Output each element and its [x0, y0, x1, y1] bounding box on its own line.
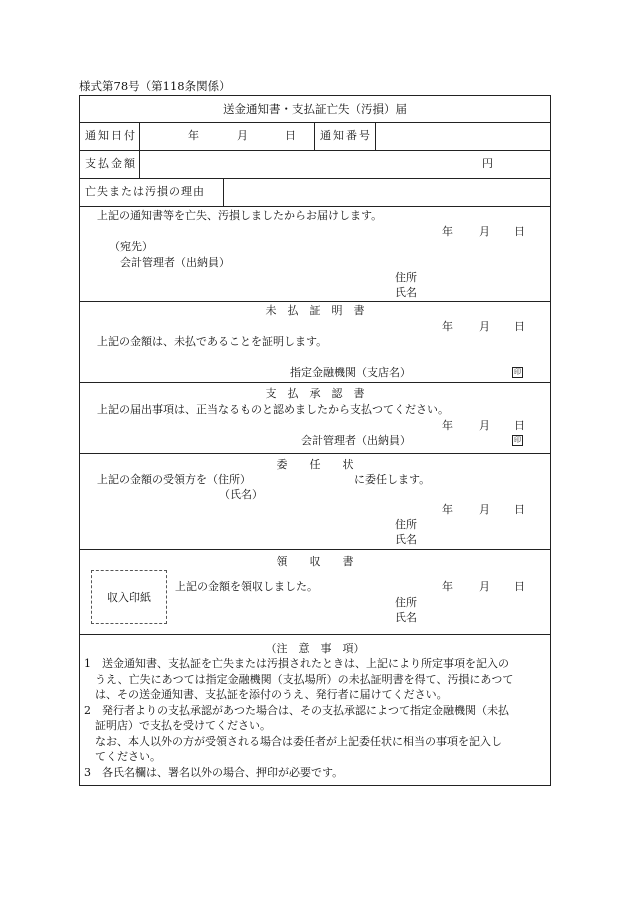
receipt-heading: 領 収 書	[276, 555, 354, 568]
notes-line: なお、本人以外の方が受領される場合は委任者が上記委任状に相当の事項を記入し	[84, 734, 502, 748]
delegation-address-label: 住所	[395, 518, 417, 531]
approval-text: 上記の届出事項は、正当なるものと認めましたから支払つてください。	[97, 403, 449, 416]
row-divider	[79, 150, 551, 151]
receipt-text: 上記の金額を領収しました。	[175, 580, 318, 593]
unpaid-cert-month: 月	[479, 320, 490, 333]
notes-line: うえ、亡失にあつては指定金融機関（支払場所）の未払証明書を得て、汚損にあつて	[84, 672, 514, 686]
approval-heading: 支 払 承 認 書	[265, 387, 365, 400]
unpaid-cert-heading: 未 払 証 明 書	[265, 304, 365, 317]
cell-divider	[223, 178, 224, 206]
report-year: 年	[442, 225, 453, 238]
notice-year-label: 年	[188, 129, 199, 142]
notice-month-label: 月	[237, 129, 248, 142]
notice-number-label: 通知番号	[320, 129, 372, 142]
notes-line: は、その送金通知書、支払証を添付のうえ、発行者に届けてください。	[84, 688, 448, 701]
notice-date-label: 通知日付	[85, 129, 137, 142]
notes-list	[84, 656, 554, 780]
report-address-label: 住所	[395, 271, 417, 284]
amount-label: 支払金額	[85, 157, 137, 170]
report-month: 月	[479, 225, 490, 238]
section-divider	[79, 634, 551, 635]
section-divider	[79, 549, 551, 550]
delegation-name-paren: （氏名）	[219, 488, 263, 501]
receipt-month: 月	[479, 580, 490, 593]
delegation-year: 年	[442, 503, 453, 516]
report-day: 日	[514, 225, 525, 238]
reason-label: 亡失または汚損の理由	[85, 185, 205, 198]
frame-left	[79, 95, 80, 786]
unpaid-cert-bank: 指定金融機関（支店名）	[290, 366, 411, 379]
delegation-day: 日	[514, 503, 525, 516]
report-addressee: （宛先）	[109, 240, 153, 253]
delegation-name-label: 氏名	[395, 533, 417, 546]
notes-line: 1 送金通知書、支払証を亡失または汚損されたときは、上記により所定事項を記入の	[84, 657, 509, 670]
delegation-month: 月	[479, 503, 490, 516]
unpaid-cert-seal: 印	[514, 368, 521, 376]
report-text: 上記の通知書等を亡失、汚損しましたからお届けします。	[97, 209, 383, 222]
frame-bottom	[79, 785, 551, 786]
notes-line: 2 発行者よりの支払承認があつた場合は、その支払承認によつて指定金融機関（未払	[84, 703, 509, 717]
section-divider	[79, 382, 551, 383]
amount-unit: 円	[482, 157, 493, 170]
section-divider	[79, 453, 551, 454]
form-title: 送金通知書・支払証亡失（汚損）届	[223, 102, 407, 116]
notes-line: 証明店）で支払を受けてください。	[84, 719, 271, 732]
approval-accountant: 会計管理者（出納員）	[301, 434, 411, 447]
cell-divider	[139, 150, 140, 178]
delegation-text-tail: に委任します。	[354, 473, 431, 486]
cell-divider	[375, 122, 376, 150]
approval-seal: 印	[514, 436, 521, 444]
row-divider	[79, 206, 551, 207]
unpaid-cert-year: 年	[442, 320, 453, 333]
notice-day-label: 日	[285, 129, 296, 142]
receipt-address-label: 住所	[395, 596, 417, 609]
delegation-heading: 委 任 状	[276, 458, 354, 471]
receipt-name-label: 氏名	[395, 611, 417, 624]
row-divider	[79, 178, 551, 179]
form-number: 様式第78号（第118条関係）	[79, 79, 231, 93]
section-divider	[79, 301, 551, 302]
approval-day: 日	[514, 419, 525, 432]
receipt-year: 年	[442, 580, 453, 593]
revenue-stamp-label: 収入印紙	[107, 591, 151, 604]
notes-heading: （注 意 事 項）	[265, 642, 365, 655]
unpaid-cert-text: 上記の金額は、未払であることを証明します。	[97, 335, 328, 348]
receipt-day: 日	[514, 580, 525, 593]
approval-year: 年	[442, 419, 453, 432]
notes-line: てください。	[84, 750, 161, 763]
cell-divider	[314, 122, 315, 150]
delegation-text-lead: 上記の金額の受領方を（住所）	[97, 473, 251, 486]
unpaid-cert-day: 日	[514, 320, 525, 333]
row-divider	[79, 122, 551, 123]
approval-month: 月	[479, 419, 490, 432]
cell-divider	[139, 122, 140, 150]
report-name-label: 氏名	[395, 286, 417, 299]
report-accountant: 会計管理者（出納員）	[120, 256, 230, 269]
frame-top	[79, 95, 551, 96]
notes-line: 3 各氏名欄は、署名以外の場合、押印が必要です。	[84, 765, 344, 779]
